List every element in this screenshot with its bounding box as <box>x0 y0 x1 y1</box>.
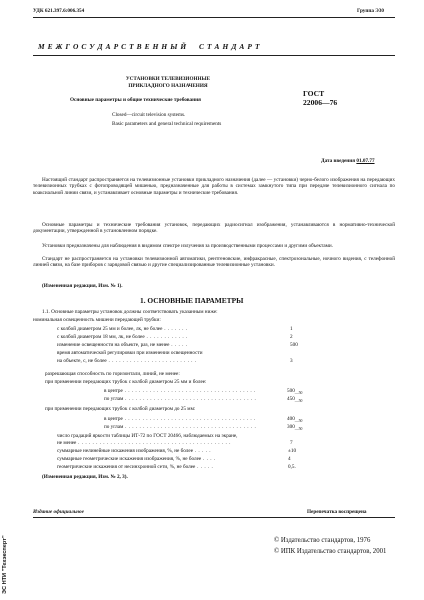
spine-watermark: ЭС НТИ "Техэксперт" <box>2 535 8 594</box>
tube25-lead: при применении передающих трубок с колбой диаметром 25 мм и более: <box>45 379 207 385</box>
tube25-center: в центре . . . . . . . . . . . . . . . . . . . . . . . . . . . . . . . . . . . . . <box>104 388 256 394</box>
item-illum-25: с колбой диаметром 25 мм и более, лк, не более . . . . . . . <box>57 326 188 332</box>
title-english-2: Basic parameters and general technical requirements <box>112 121 222 127</box>
gradations-value: 7 <box>290 440 293 446</box>
paragraph-radio: Основные параметры и технические требования установок, передающих радиосигнал изображения, устанавливаются в нормативно-технической документации, утвержденной в установленном порядке. <box>33 222 395 235</box>
item-illum-change: изменение освещенности на объекте, раз, не менее . . . . . <box>57 342 188 348</box>
title-english-1: Closed—circuit television systems. <box>112 112 186 118</box>
paragraph-scope: Настоящий стандарт распространяется на телевизионные установки прикладного назначения (далее — установки) черно-белого изображения на передающих телевизионных трубках с фотопроводящей мишенью, предназначенные для работы в системах замкнутого типа при передаче телевизионного сигнала по коаксиальной линии связи, и устанавливает основные параметры и технические требования. <box>33 177 395 196</box>
item-agc-time-2: на объекте, с, не более . . . . . . . . . . . . . . . . . . . . . . . . . <box>57 358 197 364</box>
copyright-2001: © ИПК Издательство стандартов, 2001 <box>274 548 387 555</box>
intro-date <box>321 158 375 164</box>
geometric-distortion-value: 4 <box>288 456 291 462</box>
banner-rule <box>33 55 395 56</box>
edition-note-1: (Измененная редакция, Изм. № 1). <box>42 283 123 289</box>
intro-date-label: Дата введения <box>321 158 356 164</box>
section-title: 1. ОСНОВНЫЕ ПАРАМЕТРЫ <box>140 296 244 305</box>
gradations-line-2: не менее . . . . . . . . . . . . . . . . . . . . . . . . . . . . . . . . . . . . . . . . . . . <box>57 440 231 446</box>
reprint-prohibited: Перепечатка воспрещена <box>307 509 367 515</box>
tube25-center-value: $500_{—50}$ <box>287 388 303 396</box>
title-line-1: УСТАНОВКИ ТЕЛЕВИЗИОННЫЕ <box>125 76 211 82</box>
intro-date-value: 01.07.77 <box>356 158 375 164</box>
tube25-corners-value: $450_{—50}$ <box>287 396 303 404</box>
clause-lead: 1.1. Основные параметры установок должны соответствовать указанным ниже: <box>42 309 218 315</box>
group-code: Группа Э30 <box>357 8 384 14</box>
udk-code: УДК 621.397.6:006.354 <box>33 8 85 14</box>
async-distortion: геометрические искажения от несинхронной сети, %, не более . . . . . <box>57 464 214 470</box>
title-subtitle: Основные параметры и общие технические требования <box>70 97 201 103</box>
official-edition: Издание официальное <box>33 509 84 515</box>
top-rule <box>33 17 395 18</box>
item-illum-18-value: 2 <box>290 334 293 340</box>
geometric-distortion: суммарные геометрические искажения изображения, %, не более . . . . <box>57 456 216 462</box>
copyright-1976: © Издательство стандартов, 1976 <box>274 537 371 544</box>
gost-label: ГОСТ <box>303 89 325 98</box>
tube18-corners: по углам . . . . . . . . . . . . . . . . . . . . . . . . . . . . . . . . . . . . . <box>104 424 257 430</box>
nonlinear-distortion-value: ±10 <box>288 448 297 454</box>
edition-note-2: (Измененная редакция, Изм. № 2, 3). <box>42 474 128 480</box>
paragraph-exclusions: Стандарт не распространяется на установки телевизионной автоматики, рентгеновские, инфракрасные, спектрозональные, ночного видения, с телефонной линией связи, на базе приборов с зарядовой связью и другие специализированные телевизионные установки. <box>33 256 395 269</box>
tube18-corners-value: $300_{—50}$ <box>287 424 303 432</box>
clause-lead-2: номинальная освещенность мишени передающей трубки: <box>33 317 161 323</box>
tube18-center-value: $400_{—50}$ <box>287 416 303 424</box>
item-illum-25-value: 1 <box>290 326 293 332</box>
tube25-corners: по углам . . . . . . . . . . . . . . . . . . . . . . . . . . . . . . . . . . . . . <box>104 396 257 402</box>
footer-rule <box>33 517 395 518</box>
title-line-2: ПРИКЛАДНОГО НАЗНАЧЕНИЯ <box>128 83 208 89</box>
item-agc-time-value: 3 <box>290 358 293 364</box>
standard-banner: М Е Ж Г О С У Д А Р С Т В Е Н Н Ы Й С Т А Н Д А Р Т <box>38 42 261 51</box>
tube18-center: в центре . . . . . . . . . . . . . . . . . . . . . . . . . . . . . . . . . . . . . <box>104 416 256 422</box>
paragraph-purpose: Установки предназначены для наблюдения в видимом спектре излучения за производственными процессами и другими объектами. <box>42 243 333 249</box>
item-agc-time: время автоматической регулировки при изменении освещенности <box>57 350 203 356</box>
gradations-line-1: число градаций яркости таблицы ИТ-72 по ГОСТ 20466, наблюдаемых на экране, <box>57 433 238 439</box>
resolution-lead: разрешающая способность по горизонтали, линий, не менее: <box>45 371 180 377</box>
gost-number: 22006—76 <box>303 98 338 107</box>
item-illum-18: с колбой диаметром 18 мм, лк, не более . . . . . . . . . . . . <box>57 334 188 340</box>
async-distortion-value: 0,5. <box>288 464 296 470</box>
item-illum-change-value: 500 <box>290 342 298 348</box>
tube18-lead: при применении передающих трубок с колбой диаметром до 25 мм: <box>45 406 196 412</box>
nonlinear-distortion: суммарные нелинейные искажения изображения, %, не более . . . . . <box>57 448 211 454</box>
